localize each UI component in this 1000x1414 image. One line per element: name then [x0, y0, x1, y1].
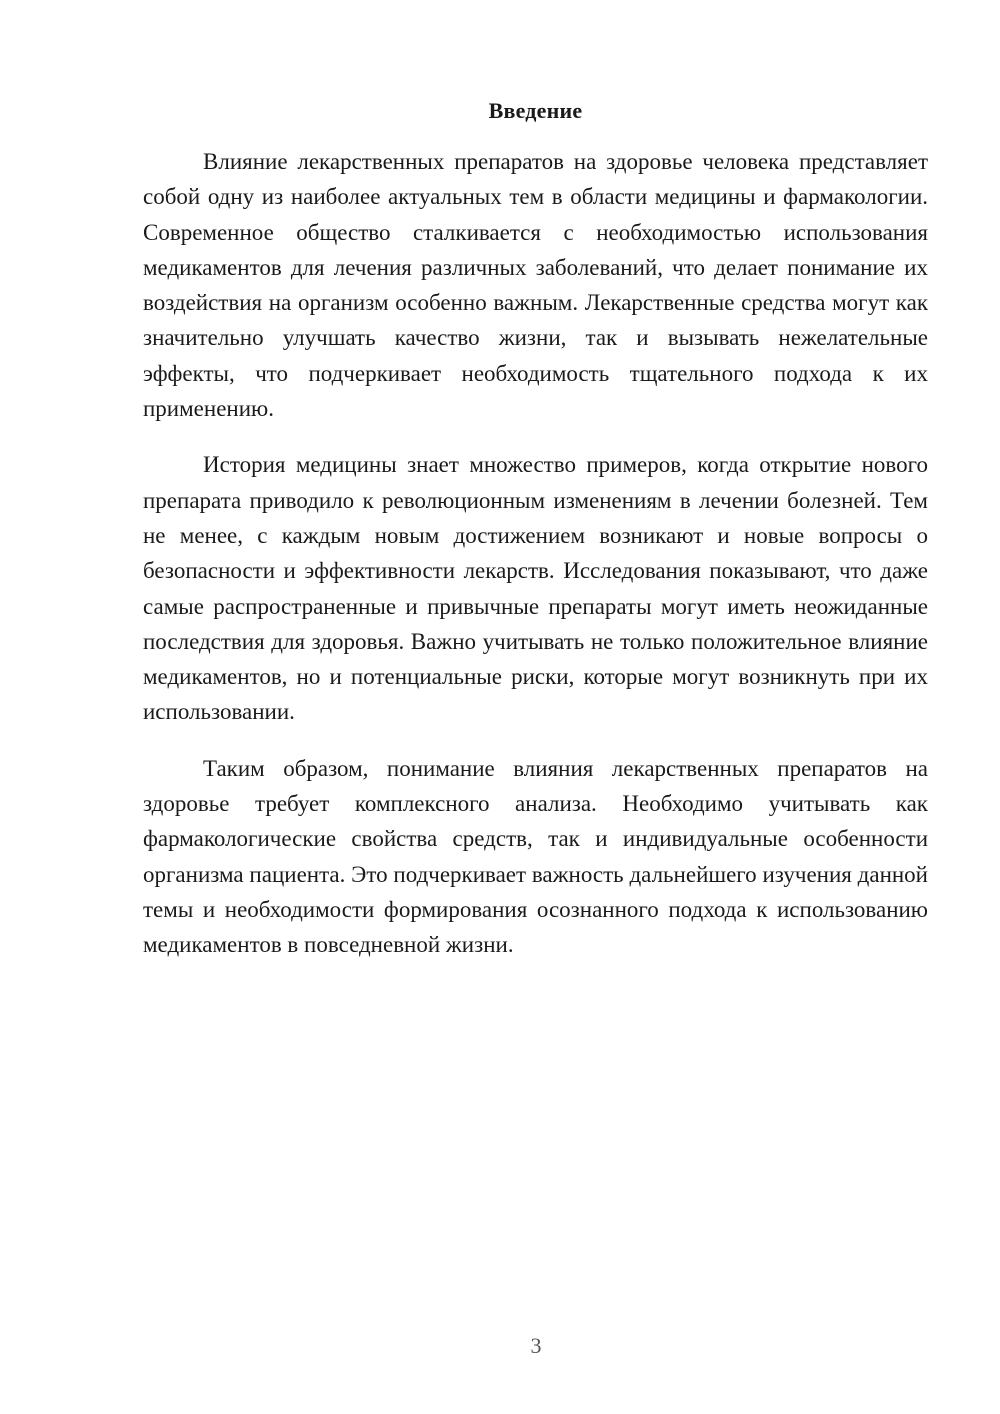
section-heading: Введение — [488, 98, 583, 123]
page-content — [143, 96, 928, 984]
paragraph-2: История медицины знает множество примеров, когда открытие нового препарата приводило к революционным изменениям в лечении болезней. Тем не менее, с каждым новым достижением возникают и новые вопросы о безопасности и эффективности лекарств. Исследования показывают, что даже самые распространенные и привычные препараты могут иметь неожиданные последствия для здоровья. Важно учитывать не только положительное влияние медикаментов, но и потенциальные риски, которые могут возникнуть при их использовании. — [143, 452, 928, 725]
paragraph-1: Влияние лекарственных препаратов на здоровье человека представляет собой одну из наиболее актуальных тем в области медицины и фармакологии. Современное общество сталкивается с необходимостью использования медикаментов для лечения различных заболеваний, что делает понимание их воздействия на организм особенно важным. Лекарственные средства могут как значительно улучшать качество жизни, так и вызывать нежелательные эффекты, что подчеркивает необходимость тщательного подхода к их применению. — [143, 149, 928, 422]
paragraph-3: Таким образом, понимание влияния лекарственных препаратов на здоровье требует комплексного анализа. Необходимо учитывать как фармакологические свойства средств, так и индивидуальные особенности организма пациента. Это подчеркивает важность дальнейшего изучения данной темы и необходимости формирования осознанного подхода к использованию медикаментов в повседневной жизни. — [143, 755, 928, 958]
page-number: 3 — [530, 1333, 542, 1358]
